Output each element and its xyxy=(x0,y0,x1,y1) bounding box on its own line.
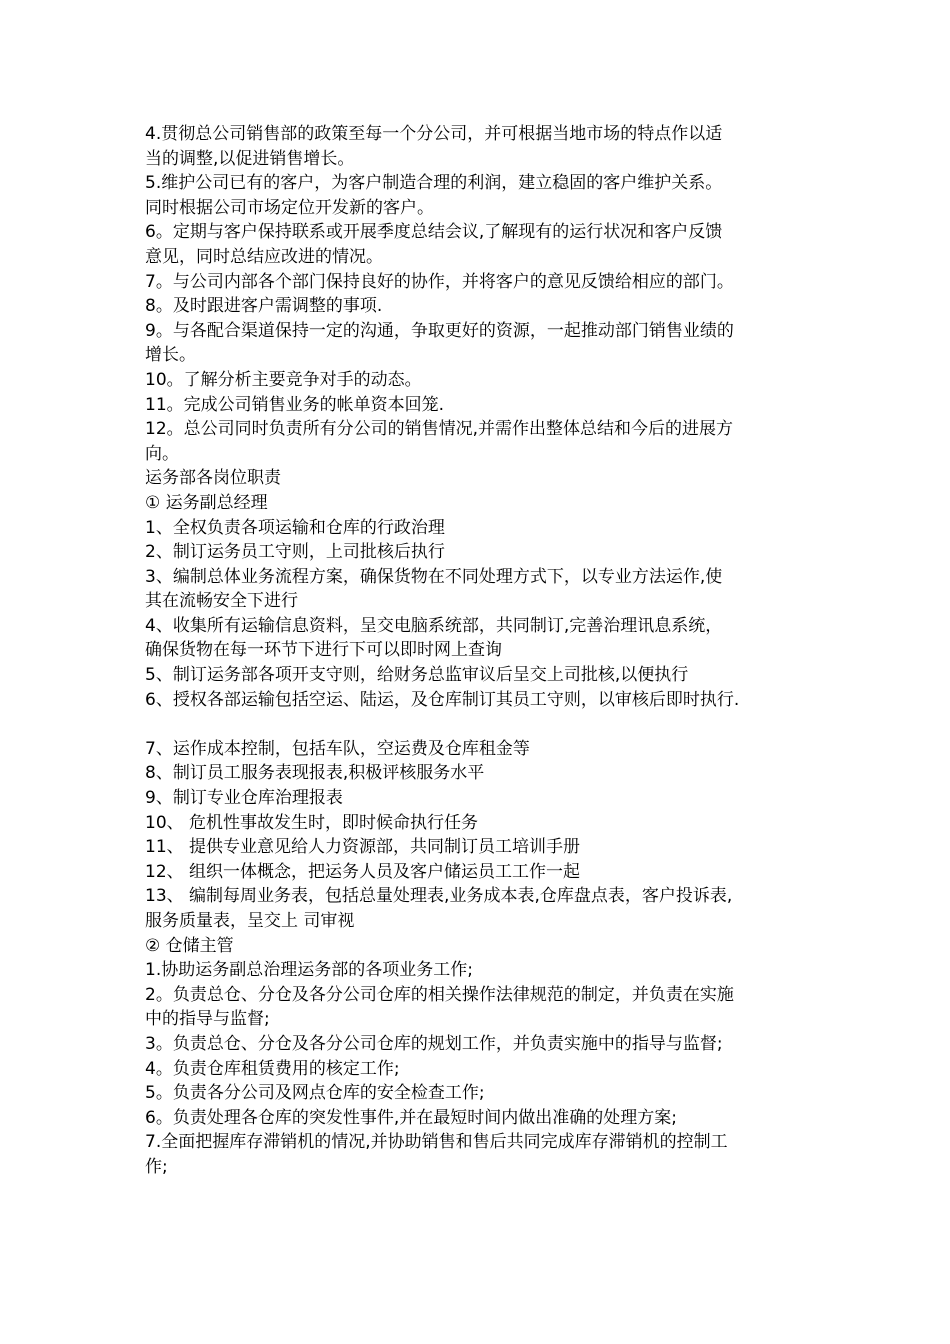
text-line: 1.协助运务副总治理运务部的各项业务工作; xyxy=(145,960,473,981)
text-line: 5.维护公司已有的客户，为客户制造合理的利润，建立稳固的客户维护关系。 xyxy=(145,173,723,194)
subsection-heading: ② 仓储主管 xyxy=(145,935,234,956)
text-line: 11。完成公司销售业务的帐单资本回笼. xyxy=(145,394,445,415)
text-line: 6。负责处理各仓库的突发性事件,并在最短时间内做出准确的处理方案; xyxy=(145,1107,677,1128)
text-line: 其在流畅安全下进行 xyxy=(145,591,298,612)
text-line: 7、运作成本控制，包括车队，空运费及仓库租金等 xyxy=(145,738,530,759)
text-line: 4、收集所有运输信息资料，呈交电脑系统部，共同制订,完善治理讯息系统， xyxy=(145,615,723,636)
text-line: 同时根据公司市场定位开发新的客户。 xyxy=(145,197,434,218)
text-line: 4.贯彻总公司销售部的政策至每一个分公司，并可根据当地市场的特点作以适 xyxy=(145,124,723,144)
text-line: 增长。 xyxy=(145,345,196,366)
text-line: 意见，同时总结应改进的情况。 xyxy=(145,246,383,267)
document-page xyxy=(145,122,825,1180)
blank-line xyxy=(145,712,825,737)
text-line: 8。及时跟进客户需调整的事项. xyxy=(145,296,383,317)
text-line: 6、授权各部运输包括空运、陆运，及仓库制订其员工守则，以审核后即时执行. xyxy=(145,689,740,710)
text-line: 5、制订运务部各项开支守则，给财务总监审议后呈交上司批核,以便执行 xyxy=(145,665,689,686)
text-line: 4。负责仓库租赁费用的核定工作; xyxy=(145,1058,400,1079)
text-line: 2。负责总仓、分仓及各分公司仓库的相关操作法律规范的制定，并负责在实施 xyxy=(145,984,734,1005)
text-line: 9、制订专业仓库治理报表 xyxy=(145,788,343,809)
text-line: 1、全权负责各项运输和仓库的行政治理 xyxy=(145,517,445,538)
text-line: 当的调整,以促进销售增长。 xyxy=(145,148,355,169)
text-line: 8、制订员工服务表现报表,积极评核服务水平 xyxy=(145,763,485,784)
text-line: 12、 组织一体概念，把运务人员及客户储运员工工作一起 xyxy=(145,861,581,882)
text-line: 2、制订运务员工守则，上司批核后执行 xyxy=(145,542,445,563)
text-line: 9。与各配合渠道保持一定的沟通，争取更好的资源，一起推动部门销售业绩的 xyxy=(145,320,734,341)
text-line: 向。 xyxy=(145,443,179,464)
subsection-heading: ① 运务副总经理 xyxy=(145,492,268,513)
text-line: 作; xyxy=(145,1156,168,1177)
section-heading: 运务部各岗位职责 xyxy=(145,468,281,489)
text-line: 确保货物在每一环节下进行下可以即时网上查询 xyxy=(145,640,502,661)
text-line: 中的指导与监督; xyxy=(145,1009,270,1030)
text-line: 12。总公司同时负责所有分公司的销售情况,并需作出整体总结和今后的进展方 xyxy=(145,419,734,440)
text-line: 7.全面把握库存滞销机的情况,并协助销售和售后共同完成库存滞销机的控制工 xyxy=(145,1132,728,1153)
text-line: 服务质量表，呈交上 司审视 xyxy=(145,911,355,931)
text-line: 7。与公司内部各个部门保持良好的协作，并将客户的意见反馈给相应的部门。 xyxy=(145,271,734,292)
text-line: 11、 提供专业意见给人力资源部，共同制订员工培训手册 xyxy=(145,837,581,858)
text-line: 6。定期与客户保持联系或开展季度总结会议,了解现有的运行状况和客户反馈 xyxy=(145,222,723,243)
text-line: 5。负责各分公司及网点仓库的安全检查工作; xyxy=(145,1083,485,1104)
text-line: 10、 危机性事故发生时，即时候命执行任务 xyxy=(145,812,479,833)
text-line: 3、编制总体业务流程方案，确保货物在不同处理方式下，以专业方法运作,使 xyxy=(145,566,723,587)
text-line: 3。负责总仓、分仓及各分公司仓库的规划工作，并负责实施中的指导与监督; xyxy=(145,1033,723,1054)
text-line: 13、 编制每周业务表，包括总量处理表,业务成本表,仓库盘点表，客户投诉表, xyxy=(145,886,733,907)
text-line: 10。了解分析主要竞争对手的动态。 xyxy=(145,369,422,390)
